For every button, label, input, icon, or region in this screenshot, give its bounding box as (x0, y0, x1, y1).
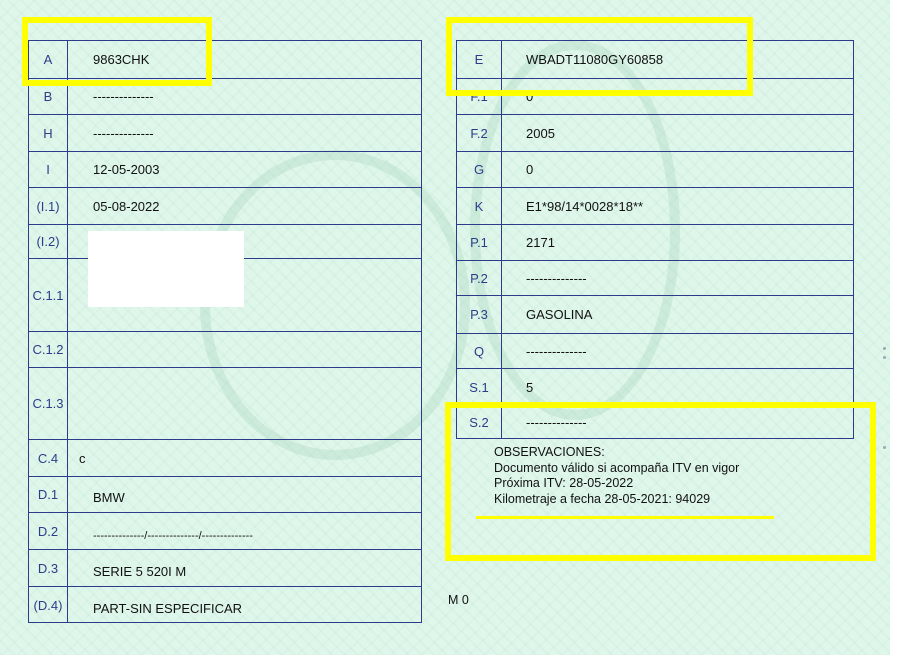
field-value: 0 (526, 89, 534, 104)
field-row-k (457, 188, 853, 225)
observations-line: Kilometraje a fecha 28-05-2021: 94029 (494, 491, 711, 506)
field-value: BMW (93, 490, 125, 505)
field-row-d3 (29, 550, 421, 587)
field-value: 12-05-2003 (93, 162, 160, 177)
field-row-g (457, 152, 853, 188)
edge-mark (883, 446, 886, 449)
field-code: C.4 (29, 440, 68, 476)
field-code: S.2 (457, 406, 502, 439)
field-value: 2005 (526, 125, 555, 141)
highlight-underline (476, 516, 774, 519)
edge-mark (883, 356, 886, 359)
observations-line: Próxima ITV: 28-05-2022 (494, 476, 634, 490)
field-value: --------------/--------------/-------------- (93, 530, 253, 542)
field-code: (I.2) (29, 225, 68, 258)
field-row-i (29, 152, 421, 188)
field-code: S.1 (457, 369, 502, 405)
field-value: -------------- (526, 415, 587, 430)
field-code: D.2 (29, 513, 68, 549)
edge-mark (883, 347, 886, 350)
observations-line: Documento válido si acompaña ITV en vigor (494, 460, 740, 475)
field-value: GASOLINA (526, 307, 593, 322)
field-row-p3 (457, 296, 853, 334)
field-code: A (29, 41, 68, 78)
highlight-box-plate (22, 17, 212, 86)
field-value: 2171 (526, 235, 555, 250)
field-value: -------------- (526, 270, 587, 286)
field-code: (D.4) (29, 587, 68, 623)
field-row-c4 (29, 440, 421, 477)
field-code: (I.1) (29, 188, 68, 224)
highlight-box-observations (445, 402, 876, 561)
field-code: H (29, 115, 68, 151)
field-row-c12 (29, 332, 421, 368)
field-value: c (79, 450, 86, 466)
field-row-c13 (29, 368, 421, 440)
footer-code: M 0 (448, 593, 469, 607)
field-value: 9863CHK (93, 52, 150, 67)
field-code: C.1.3 (29, 368, 68, 439)
field-value: SERIE 5 520I M (93, 564, 187, 579)
field-code: C.1.1 (29, 259, 68, 331)
field-code: D.1 (29, 477, 68, 512)
field-code: P.3 (457, 296, 502, 333)
field-row-d1 (29, 477, 421, 513)
field-code: C.1.2 (29, 332, 68, 367)
field-row-p1 (457, 225, 853, 261)
field-value: -------------- (93, 125, 154, 141)
field-row-d2 (29, 513, 421, 550)
field-code: F.1 (457, 79, 502, 114)
field-row-d4 (29, 587, 421, 623)
field-code: P.1 (457, 225, 502, 260)
field-row-i1 (29, 188, 421, 225)
field-row-f2 (457, 115, 853, 152)
redacted-area (88, 231, 244, 307)
field-value: WBADT11080GY60858 (526, 52, 664, 67)
field-row-s1 (457, 369, 853, 406)
field-code: B (29, 79, 68, 114)
field-code: E (457, 41, 502, 78)
field-value: 5 (526, 379, 534, 395)
field-value: 0 (526, 162, 534, 177)
field-value: -------------- (93, 89, 154, 104)
field-value: PART-SIN ESPECIFICAR (93, 601, 243, 616)
field-code: D.3 (29, 550, 68, 586)
field-code: F.2 (457, 115, 502, 151)
field-value: -------------- (526, 343, 587, 359)
field-value: E1*98/14*0028*18** (526, 198, 644, 214)
field-code: P.2 (457, 261, 502, 295)
left-fields-table (28, 40, 422, 623)
highlight-box-vin (446, 17, 753, 96)
observations-title: OBSERVACIONES: (494, 445, 605, 459)
field-value: 05-08-2022 (93, 198, 160, 214)
field-row-q (457, 334, 853, 369)
field-code: I (29, 152, 68, 187)
field-row-p2 (457, 261, 853, 296)
field-code: K (457, 188, 502, 224)
field-row-h (29, 115, 421, 152)
right-fields-table (456, 40, 854, 439)
field-code: G (457, 152, 502, 187)
field-code: Q (457, 334, 502, 368)
